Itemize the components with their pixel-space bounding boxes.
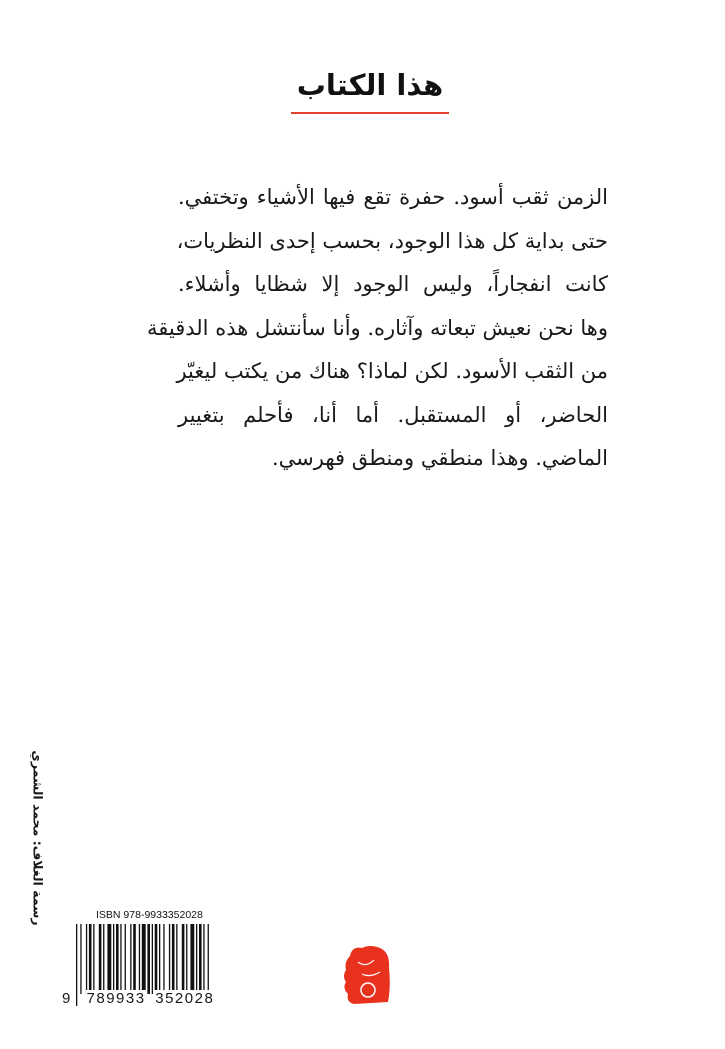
- barcode-bar: [172, 924, 175, 994]
- barcode-bar: [93, 924, 94, 994]
- barcode-bar: [203, 924, 204, 994]
- blurb-line: الزمن ثقب أسود. حفرة تقع فيها الأشياء وتختفي.: [178, 185, 608, 209]
- barcode-bar: [155, 924, 158, 994]
- blurb-line: حتى بداية كل هذا الوجود، بحسب إحدى النظريات،: [176, 228, 608, 253]
- barcode-bar: [89, 924, 92, 994]
- section-title: هذا الكتاب: [296, 68, 444, 102]
- barcode-bar: [169, 924, 170, 994]
- barcode-bar: [152, 924, 153, 994]
- barcode-bar: [159, 924, 160, 994]
- barcode-bar: [176, 924, 177, 994]
- isbn-label: ISBN 978-9933352028: [96, 909, 203, 921]
- barcode-bar: [107, 924, 111, 994]
- blurb-line: الحاضر، أو المستقبل. أما أنا، فأحلم بتغيير: [178, 402, 608, 427]
- barcode-digits-right: 352028: [155, 990, 215, 1007]
- blurb-line: من الثقب الأسود. لكن لماذا؟ هناك من يكتب ليغيّر: [176, 359, 608, 383]
- barcode-bar: [190, 924, 194, 994]
- blurb-line: الماضي. وهذا منطقي ومنطق فهرسي.: [271, 446, 608, 470]
- barcode-bar: [199, 924, 202, 994]
- title-underline: [291, 112, 449, 114]
- blurb-paragraph: [147, 176, 608, 481]
- barcode-bar: [113, 924, 114, 994]
- barcode-bar: [103, 924, 104, 994]
- publisher-logo: [340, 942, 392, 1006]
- barcode-bar: [182, 924, 185, 994]
- barcode-bar: [116, 924, 119, 994]
- barcode-bar: [147, 924, 150, 994]
- cover-credit-text: رسمة الغلاف: محمد الشمري: [30, 750, 46, 926]
- barcode-bar: [120, 924, 121, 994]
- barcode-bar: [86, 924, 87, 994]
- barcode-bar: [208, 924, 209, 994]
- barcode-bar: [99, 924, 102, 994]
- barcode-digits-left: 789933: [86, 990, 146, 1007]
- barcode-bar: [133, 924, 136, 994]
- barcode-digits: [62, 990, 215, 1007]
- barcode-bar: [130, 924, 131, 994]
- barcode-bar: [186, 924, 187, 994]
- blurb-line: وها نحن نعيش تبعاته وآثاره. وأنا سأنتشل هذه الدقيقة: [147, 315, 608, 340]
- barcode-digit-first: 9: [62, 990, 72, 1007]
- barcode-bar: [163, 924, 164, 994]
- barcode-bar: [196, 924, 197, 994]
- barcode-bar: [139, 924, 140, 994]
- cover-credit: [28, 750, 48, 926]
- barcode-bar: [125, 924, 126, 994]
- blurb-line: كانت انفجاراً، وليس الوجود إلا شظايا وأشلاء.: [178, 272, 608, 296]
- barcode-bar: [80, 924, 81, 994]
